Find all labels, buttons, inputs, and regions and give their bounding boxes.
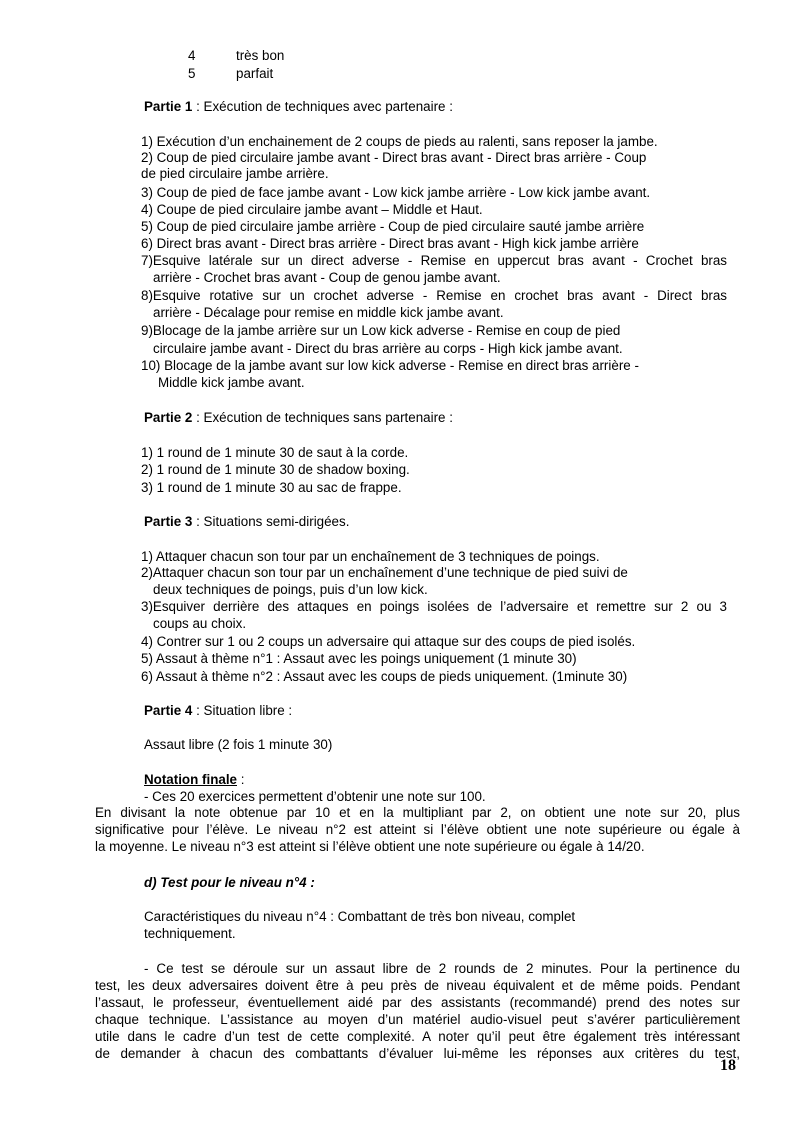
list-item: 6) Assaut à thème n°2 : Assaut avec les coups de pieds uniquement. (1minute 30) bbox=[141, 669, 628, 684]
paragraph-line: utile dans le cadre d’un test de cette complexité. A noter qu’il peut être également très intéressant bbox=[95, 1029, 740, 1044]
paragraph-line: chaque technique. L’assistance au moyen d’un matériel audio-visuel peut s’avérer particulièrement bbox=[95, 1012, 740, 1027]
paragraph: Assaut libre (2 fois 1 minute 30) bbox=[144, 737, 333, 752]
list-item: 4) Coupe de pied circulaire jambe avant – Middle et Haut. bbox=[141, 202, 483, 217]
list-item: 3) Coup de pied de face jambe avant - Low kick jambe arrière - Low kick jambe avant. bbox=[141, 185, 651, 200]
list-item: 1) 1 round de 1 minute 30 de saut à la corde. bbox=[141, 445, 409, 460]
list-item: 9)Blocage de la jambe arrière sur un Low kick adverse - Remise en coup de pied bbox=[141, 323, 621, 338]
list-item: 4) Contrer sur 1 ou 2 coups un adversaire qui attaque sur des coups de pied isolés. bbox=[141, 634, 636, 649]
list-item: 8)Esquive rotative sur un crochet adverse - Remise en crochet bras avant - Direct bras bbox=[141, 288, 727, 303]
page-number: 18 bbox=[720, 1057, 736, 1074]
list-item: 2)Attaquer chacun son tour par un enchaînement d’une technique de pied suivi de bbox=[141, 565, 628, 580]
section-heading-test-4: d) Test pour le niveau n°4 : bbox=[144, 875, 315, 890]
list-item: 5) Coup de pied circulaire jambe arrière - Coup de pied circulaire sauté jambe arrière bbox=[141, 219, 645, 234]
list-item: 10) Blocage de la jambe avant sur low kick adverse - Remise en direct bras arrière - bbox=[141, 358, 639, 373]
list-item: 6) Direct bras avant - Direct bras arrière - Direct bras avant - High kick jambe arrière bbox=[141, 236, 639, 251]
paragraph-line: - Ce test se déroule sur un assaut libre de 2 rounds de 2 minutes. Pour la pertinence du bbox=[144, 961, 740, 976]
list-item: 2) Coup de pied circulaire jambe avant - Direct bras avant - Direct bras arrière - Coup bbox=[141, 150, 647, 165]
list-item: 5) Assaut à thème n°1 : Assaut avec les poings uniquement (1 minute 30) bbox=[141, 651, 577, 666]
paragraph-line: de demander à chacun des combattants d’évaluer lui-même les réponses aux critères du test, bbox=[95, 1046, 740, 1061]
section-heading-partie-3: Partie 3 : Situations semi-dirigées. bbox=[144, 514, 350, 529]
list-item: de pied circulaire jambe arrière. bbox=[141, 166, 329, 181]
scale-number: 4 bbox=[188, 48, 196, 63]
list-item: 1) Attaquer chacun son tour par un enchaînement de 3 techniques de poings. bbox=[141, 549, 600, 564]
paragraph-line: - Ces 20 exercices permettent d’obtenir une note sur 100. bbox=[144, 789, 486, 804]
list-item: arrière - Crochet bras avant - Coup de genou jambe avant. bbox=[153, 270, 501, 285]
paragraph-line: test, les deux adversaires doivent être à peu près de niveau équivalent et de même poids. Pendant bbox=[95, 978, 740, 993]
paragraph-line: Caractéristiques du niveau n°4 : Combattant de très bon niveau, complet bbox=[144, 909, 576, 924]
paragraph-line: significative pour l’élève. Le niveau n°2 est atteint si l’élève obtient une note supérieure ou égale à bbox=[95, 822, 740, 837]
list-item: coups au choix. bbox=[153, 616, 247, 631]
list-item: circulaire jambe avant - Direct du bras arrière au corps - High kick jambe avant. bbox=[153, 341, 623, 356]
list-item: 1) Exécution d’un enchainement de 2 coups de pieds au ralenti, sans reposer la jambe. bbox=[141, 134, 658, 149]
paragraph-line: l’assaut, le professeur, éventuellement aidé par des assistants (recommandé) prend des notes sur bbox=[95, 995, 740, 1010]
scale-number: 5 bbox=[188, 66, 196, 81]
section-heading-partie-1: Partie 1 : Exécution de techniques avec partenaire : bbox=[144, 99, 453, 114]
list-item: 3) 1 round de 1 minute 30 au sac de frappe. bbox=[141, 480, 402, 495]
section-heading-notation: Notation finale : bbox=[144, 772, 245, 787]
list-item: deux techniques de poings, puis d’un low kick. bbox=[153, 582, 428, 597]
list-item: Middle kick jambe avant. bbox=[158, 375, 305, 390]
paragraph-line: En divisant la note obtenue par 10 et en la multipliant par 2, on obtient une note sur 20, plus bbox=[95, 805, 740, 820]
section-heading-partie-2: Partie 2 : Exécution de techniques sans partenaire : bbox=[144, 410, 453, 425]
scale-label: très bon bbox=[236, 48, 285, 63]
list-item: 7)Esquive latérale sur un direct adverse - Remise en uppercut bras avant - Crochet bras bbox=[141, 253, 727, 268]
list-item: 3)Esquiver derrière des attaques en poings isolées de l’adversaire et remettre sur 2 ou 3 bbox=[141, 599, 727, 614]
scale-label: parfait bbox=[236, 66, 274, 81]
paragraph-line: la moyenne. Le niveau n°3 est atteint si l’élève obtient une note supérieure ou égale à 14/20. bbox=[95, 839, 645, 854]
list-item: 2) 1 round de 1 minute 30 de shadow boxing. bbox=[141, 462, 410, 477]
list-item: arrière - Décalage pour remise en middle kick jambe avant. bbox=[153, 305, 504, 320]
section-heading-partie-4: Partie 4 : Situation libre : bbox=[144, 703, 293, 718]
paragraph-line: techniquement. bbox=[144, 926, 236, 941]
